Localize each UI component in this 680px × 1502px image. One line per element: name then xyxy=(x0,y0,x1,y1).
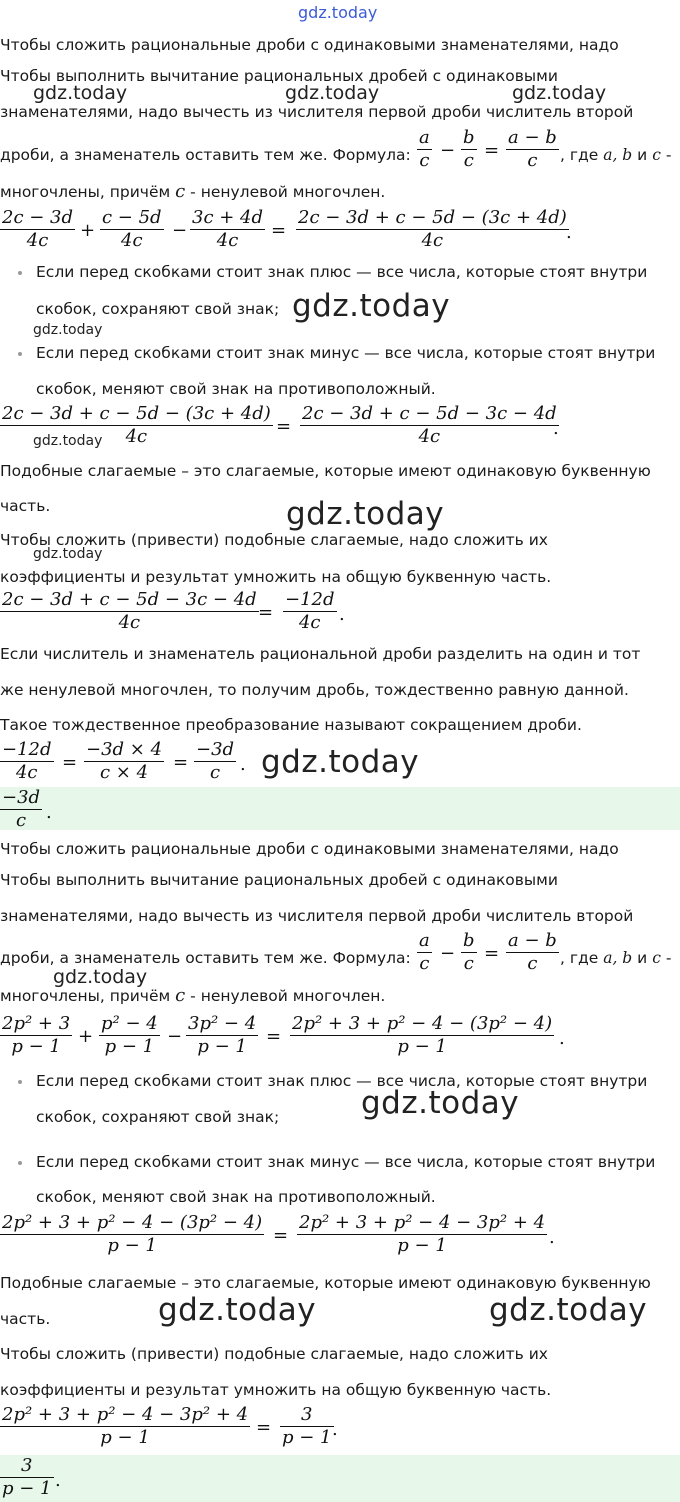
period: . xyxy=(559,1028,565,1049)
rule-subtraction-line-4: многочлены, причём c - ненулевой многочлен. xyxy=(0,181,386,202)
equals-sign: = xyxy=(173,752,189,773)
watermark: gdz.today xyxy=(512,82,607,104)
eq3-right: $\frac{3}{p - 1}$ xyxy=(282,1404,332,1448)
header-watermark: gdz.today xyxy=(298,3,378,22)
eq1-fraction-1: $\frac{\text{2p² + 3}}{p - 1}$ xyxy=(2,1013,71,1057)
rule-addition-text: Чтобы сложить рациональные дроби с одинаковыми знаменателями, надо xyxy=(0,840,619,858)
bullet-minus-line-1: Если перед скобками стоит знак минус — все числа, которые стоят внутри xyxy=(36,1153,656,1171)
eq1-fraction-3: $\frac{\text{3p² − 4}}{p - 1}$ xyxy=(188,1013,257,1057)
eq1-fraction-3: $\frac{3c + 4d}{4c}$ xyxy=(192,207,264,251)
watermark: gdz.today xyxy=(489,1292,648,1328)
eq4-fraction-3: $\frac{-3d}{c}$ xyxy=(196,739,235,783)
eq1-fraction-2: $\frac{c - 5d}{4c}$ xyxy=(102,207,162,251)
period: . xyxy=(332,1419,338,1440)
bullet-plus-line-1: Если перед скобками стоит знак плюс — все числа, которые стоят внутри xyxy=(36,263,648,281)
formula-tail: , где a, b и c - xyxy=(560,146,672,164)
rule-subtraction-line-1: Чтобы выполнить вычитание рациональных дробей с одинаковыми xyxy=(0,67,558,85)
equals-sign: = xyxy=(273,1225,289,1246)
watermark: gdz.today xyxy=(286,496,445,532)
minus-sign: − xyxy=(440,943,456,964)
eq1-fraction-2: $\frac{\text{p² − 4}}{p - 1}$ xyxy=(101,1013,158,1057)
bullet-minus-line-2: скобок, меняют свой знак на противоположный. xyxy=(36,380,436,398)
formula-fraction-3: $\frac{a - b}{c}$ xyxy=(508,930,557,974)
bullet-dot xyxy=(18,1080,22,1084)
bullet-minus-line-2: скобок, меняют свой знак на противоположный. xyxy=(36,1188,436,1206)
eq1-result: $\frac{\text{2p² + 3 + p² − 4 − (3p² − 4)}}{p - 1}$ xyxy=(292,1013,553,1057)
sum-like-line-2: коэффициенты и результат умножить на общую буквенную часть. xyxy=(0,568,552,586)
answer-box xyxy=(0,787,680,830)
eq1-result: $\frac{2c - 3d + c - 5d - (3c + 4d)}{4c}$ xyxy=(298,207,567,251)
answer-box xyxy=(0,1455,680,1502)
bullet-plus-line-1: Если перед скобками стоит знак плюс — все числа, которые стоят внутри xyxy=(36,1072,648,1090)
like-terms-line-2: часть. xyxy=(0,497,51,515)
bullet-plus-line-2: скобок, сохраняют свой знак; xyxy=(36,300,280,318)
plus-sign: + xyxy=(78,1026,94,1047)
watermark: gdz.today xyxy=(53,966,148,988)
rule-addition-text: Чтобы сложить рациональные дроби с одинаковыми знаменателями, надо xyxy=(0,36,619,54)
watermark: gdz.today xyxy=(33,433,103,449)
eq3-right: $\frac{-12d}{4c}$ xyxy=(285,589,335,633)
like-terms-line-1: Подобные слагаемые – это слагаемые, которые имеют одинаковую буквенную xyxy=(0,462,651,480)
rule-subtraction-line-1: Чтобы выполнить вычитание рациональных дробей с одинаковыми xyxy=(0,871,558,889)
minus-sign: − xyxy=(172,220,188,241)
period: . xyxy=(553,418,559,439)
formula-fraction-1: $\frac{a}{c}$ xyxy=(419,930,430,974)
period: . xyxy=(55,1470,61,1491)
bullet-dot xyxy=(18,271,22,275)
period: . xyxy=(339,604,345,625)
formula-tail: , где a, b и c - xyxy=(560,949,672,967)
answer-fraction: $\frac{3}{p - 1}$ xyxy=(2,1455,52,1499)
eq2-right: $\frac{2c - 3d + c - 5d - 3c - 4d}{4c}$ xyxy=(302,403,557,447)
eq4-fraction-2: $\frac{-3d \times 4}{c \times 4}$ xyxy=(86,739,163,783)
rule-subtraction-line-4: многочлены, причём c - ненулевой многочлен. xyxy=(0,985,386,1006)
bullet-dot xyxy=(18,1161,22,1165)
equals-sign: = xyxy=(271,220,287,241)
eq1-fraction-1: $\frac{2c - 3d}{4c}$ xyxy=(2,207,74,251)
bullet-plus-line-2: скобок, сохраняют свой знак; xyxy=(36,1108,280,1126)
watermark: gdz.today xyxy=(33,322,103,338)
reduction-line-3: Такое тождественное преобразование называют сокращением дроби. xyxy=(0,716,582,734)
watermark: gdz.today xyxy=(361,1085,520,1121)
equals-sign: = xyxy=(258,602,274,623)
period: . xyxy=(566,222,572,243)
formula-fraction-1: $\frac{a}{c}$ xyxy=(419,127,430,171)
eq2-right: $\frac{\text{2p² + 3 + p² − 4 − 3p² + 4}}{p - 1}$ xyxy=(299,1212,546,1256)
sum-like-line-1: Чтобы сложить (привести) подобные слагаемые, надо сложить их xyxy=(0,1345,548,1363)
period: . xyxy=(549,1227,555,1248)
watermark: gdz.today xyxy=(158,1292,317,1328)
watermark: gdz.today xyxy=(285,82,380,104)
rule-subtraction-line-2: знаменателями, надо вычесть из числителя первой дроби числитель второй xyxy=(0,103,634,121)
rule-subtraction-line-3: дроби, а знаменатель оставить тем же. Формула: xyxy=(0,146,411,164)
reduction-line-2: же ненулевой многочлен, то получим дробь, тождественно равную данной. xyxy=(0,681,629,699)
watermark: gdz.today xyxy=(33,546,103,562)
rule-subtraction-line-3: дроби, а знаменатель оставить тем же. Формула: xyxy=(0,949,411,967)
reduction-line-1: Если числитель и знаменатель рациональной дроби разделить на один и тот xyxy=(0,645,641,663)
sum-like-line-2: коэффициенты и результат умножить на общую буквенную часть. xyxy=(0,1381,552,1399)
formula-fraction-3: $\frac{a - b}{c}$ xyxy=(508,127,557,171)
eq2-left: $\frac{\text{2p² + 3 + p² − 4 − (3p² − 4)}}{p - 1}$ xyxy=(2,1212,263,1256)
watermark: gdz.today xyxy=(292,288,451,324)
minus-sign: − xyxy=(440,140,456,161)
rule-subtraction-line-2: знаменателями, надо вычесть из числителя первой дроби числитель второй xyxy=(0,907,634,925)
formula-fraction-2: $\frac{b}{c}$ xyxy=(463,930,475,974)
like-terms-line-2: часть. xyxy=(0,1310,51,1328)
like-terms-line-1: Подобные слагаемые – это слагаемые, которые имеют одинаковую буквенную xyxy=(0,1274,651,1292)
answer-fraction: $\frac{-3d}{c}$ xyxy=(2,787,41,831)
plus-sign: + xyxy=(80,220,96,241)
equals-sign: = xyxy=(484,140,500,161)
watermark: gdz.today xyxy=(33,82,128,104)
eq4-fraction-1: $\frac{-12d}{4c}$ xyxy=(2,739,52,783)
watermark: gdz.today xyxy=(261,744,420,780)
period: . xyxy=(46,802,52,823)
equals-sign: = xyxy=(256,1417,272,1438)
sum-like-line-1: Чтобы сложить (привести) подобные слагаемые, надо сложить их xyxy=(0,531,548,549)
equals-sign: = xyxy=(484,943,500,964)
eq2-left: $\frac{2c - 3d + c - 5d - (3c + 4d)}{4c}$ xyxy=(2,403,271,447)
equals-sign: = xyxy=(62,752,78,773)
bullet-dot xyxy=(18,352,22,356)
eq3-left: $\frac{\text{2p² + 3 + p² − 4 − 3p² + 4}}{p - 1}$ xyxy=(2,1404,249,1448)
equals-sign: = xyxy=(276,416,292,437)
formula-fraction-2: $\frac{b}{c}$ xyxy=(463,127,475,171)
equals-sign: = xyxy=(266,1026,282,1047)
eq3-left: $\frac{2c - 3d + c - 5d - 3c - 4d}{4c}$ xyxy=(2,589,257,633)
period: . xyxy=(240,754,246,775)
bullet-minus-line-1: Если перед скобками стоит знак минус — все числа, которые стоят внутри xyxy=(36,344,656,362)
minus-sign: − xyxy=(167,1026,183,1047)
